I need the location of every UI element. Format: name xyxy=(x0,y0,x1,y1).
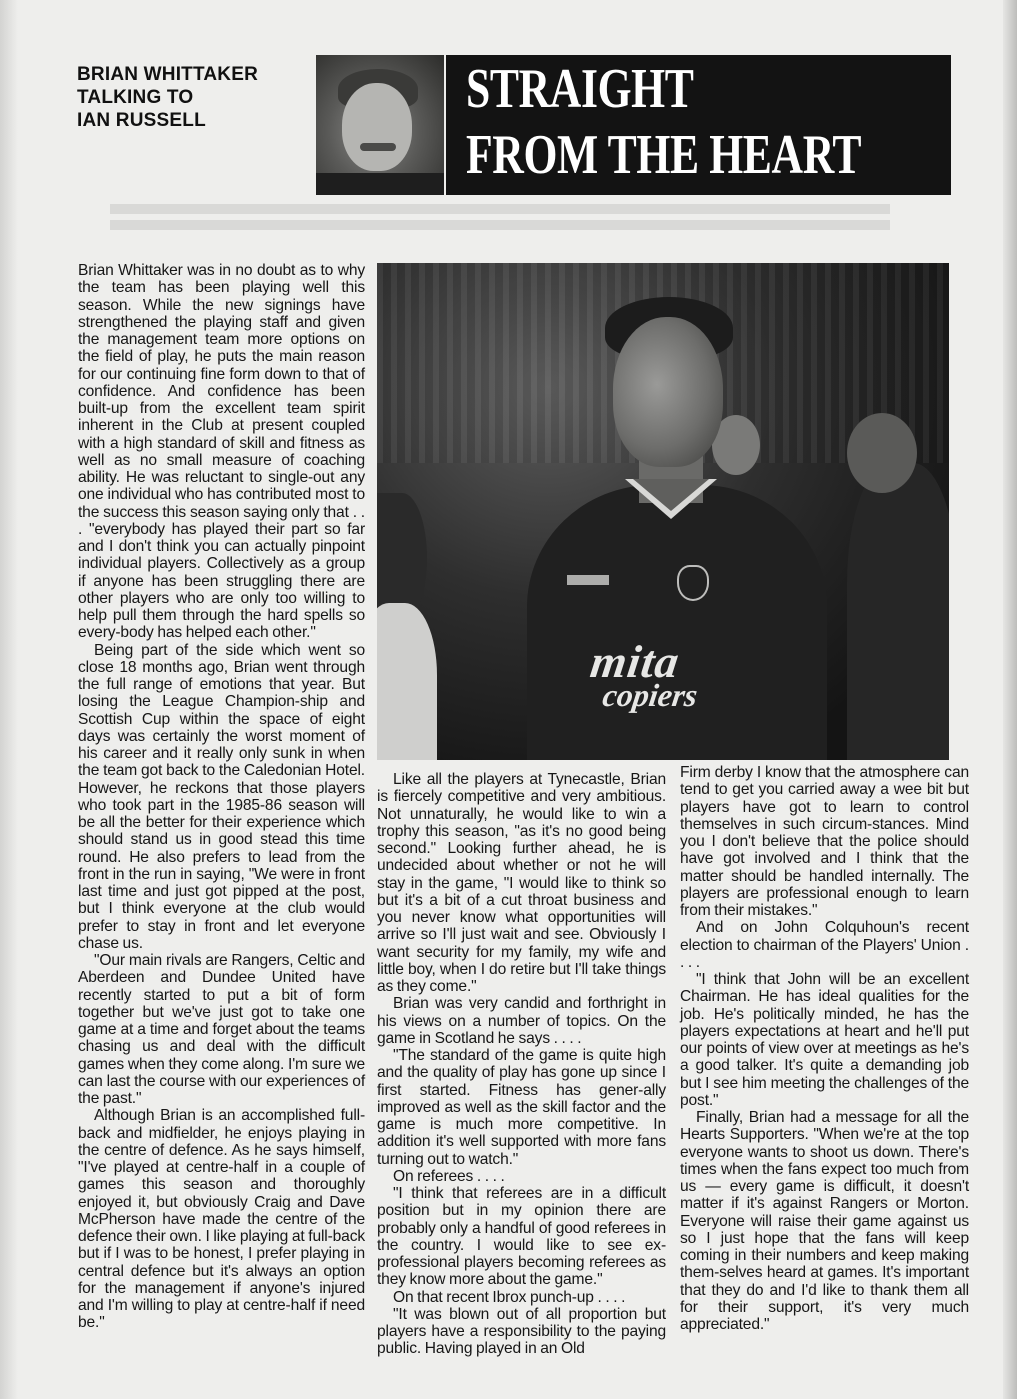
paragraph: "I think that referees are in a difficult position but in my opinion there are probably only a handful of good referees in the country. I would like to see ex-professional players becoming referees as they know more about the game." xyxy=(377,1185,666,1289)
show-through-line xyxy=(110,204,890,214)
paragraph: Brian Whittaker was in no doubt as to why the team has been playing well this season. While the new signings have strengthened the playing staff and given the management team more options on the field of play, he puts the main reason for our continuing fine form down to that of confidence. And confidence has been built-up from the excellent team spirit inherent in the Club at present coupled with a high standard of skill and fitness as well as no small measure of coaching ability. He was reluctant to single-out any one individual who has contributed most to the success this season saying only that . . . "everybody has played their part so far and I don't think you can actually pinpoint individual players. Collectively as a group if anyone has been struggling there are other players who are only too willing to help pull them through the hard spells so every-body has helped each other." xyxy=(78,262,365,642)
byline-line: TALKING TO xyxy=(77,87,194,108)
byline-line: BRIAN WHITTAKER xyxy=(77,64,259,85)
paragraph: "It was blown out of all proportion but players have a responsibility to the paying public. Having played in an Old xyxy=(377,1305,666,1358)
photo-left-player xyxy=(377,603,437,760)
photo-sponsor-text: mita xyxy=(587,636,683,687)
headshot-face xyxy=(342,83,412,171)
action-photo xyxy=(377,263,949,760)
paragraph: Finally, Brian had a message for all the Hearts Supporters. "When we're at the top everyone wants to shoot us down. There's times when the fans expect too much from us — every game is difficult, it doesn't matter if it's against Rangers or Morton. Everyone will raise their game against us so I just hope that the fans will keep coming in their numbers and keep making them-selves heard at games. It's important that they do and I'd like to thank them all for their support, it's very much appreciated." xyxy=(680,1109,969,1333)
article-column-1 xyxy=(78,262,365,1332)
page-edge xyxy=(1003,0,1017,1399)
photo-kit-maker-icon xyxy=(567,575,609,585)
article-column-3 xyxy=(680,764,969,1333)
headshot-moustache xyxy=(360,143,396,151)
photo-player-head xyxy=(613,317,723,467)
photo-background-head xyxy=(847,413,917,493)
page-binding xyxy=(0,0,18,1399)
paragraph: "I think that John will be an excellent Chairman. He has ideal qualities for the job. He's politically minded, he has the players expectations at heart and he'll put our points of view over at meetings as he's a good talker. It's quite a demanding job but I see him meeting the challenges of the post." xyxy=(680,971,969,1109)
paragraph: On referees . . . . xyxy=(393,1167,505,1185)
paragraph: And on John Colquhoun's recent election to chairman of the Players' Union . . . . xyxy=(680,919,969,971)
paragraph: "Our main rivals are Rangers, Celtic and Aberdeen and Dundee United have recently started to put a bit of form together but we've just got to take one game at a time and forget about the teams chasing us and deal with the difficult games when they come along. I'm sure we can last the course with our experiences of the past." xyxy=(78,952,365,1107)
paragraph: On that recent Ibrox punch-up . . . . xyxy=(393,1288,626,1306)
article-column-2 xyxy=(377,771,666,1358)
paragraph: "The standard of the game is quite high and the quality of play has gone up since I first started. Fitness has gener-ally improved as well as the skill factor and the game is much more competitive. In addition it's well supported with more fans turning out to watch." xyxy=(377,1047,666,1168)
photo-shirt-collar-inner xyxy=(633,479,709,511)
paragraph: Brian was very candid and forthright in his views on a number of topics. On the game in Scotland he says . . . . xyxy=(377,995,666,1047)
paragraph: Although Brian is an accomplished full-back and midfielder, he enjoys playing in the centre of defence. As he says himself, "I've played at centre-half in a couple of games this season and thoroughly enjoyed it, but obviously Craig and Dave McPherson have made the centre of the defence their own. I like playing at full-back but if I was to be honest, I prefer playing in central defence but it's always an option for the management if anyone's injured and I'm willing to play at centre-half if need be." xyxy=(78,1107,365,1332)
headline-line: STRAIGHT xyxy=(466,58,694,120)
headline-line: FROM THE HEART xyxy=(466,124,862,186)
show-through-line xyxy=(110,220,890,230)
byline xyxy=(77,63,258,132)
photo-club-crest-icon xyxy=(677,565,709,601)
paragraph: Firm derby I know that the atmosphere can tend to get you carried away a wee bit but players have got to learn to control themselves in such circum-stances. Mind you I don't believe that the police should have got involved and I think that the matter should be handled internally. The players are professional enough to learn from their mistakes." xyxy=(680,764,969,919)
paragraph: Being part of the side which went so close 18 months ago, Brian went through the full range of emotions that year. But losing the League Champion-ship and Scottish Cup within the space of eight days was certainly the worst moment of his career and it really only sunk in when the team got back to the Caledonian Hotel. However, he reckons that those players who took part in the 1985-86 season will be all the better for their experience which should stand us in good stead this time round. He also prefers to lead from the front in the run in saying, "We were in front last time and just got pipped at the post, but I think everyone at the club would prefer to stay in front and let everyone chase us. xyxy=(78,641,365,952)
photo-sponsor-text: copiers xyxy=(600,677,700,713)
show-through-text xyxy=(150,170,950,250)
paragraph: Like all the players at Tynecastle, Brian is fiercely competitive and very ambitious. Not unnaturally, he would like to win a trophy this season, "as it's no good being second." Looking further ahead, he is undecided about whether or not he will stay in the game, "I would like to think so but it's a bit of a cut throat business and you never know what opportunities will arrive so I'll just wait and see. Obviously I want security for my family, my wife and little boy, when I do retire but I'll take things as they come." xyxy=(377,771,666,995)
photo-right-player xyxy=(847,463,949,760)
byline-line: IAN RUSSELL xyxy=(77,110,206,131)
photo-player-shirt xyxy=(527,485,827,760)
